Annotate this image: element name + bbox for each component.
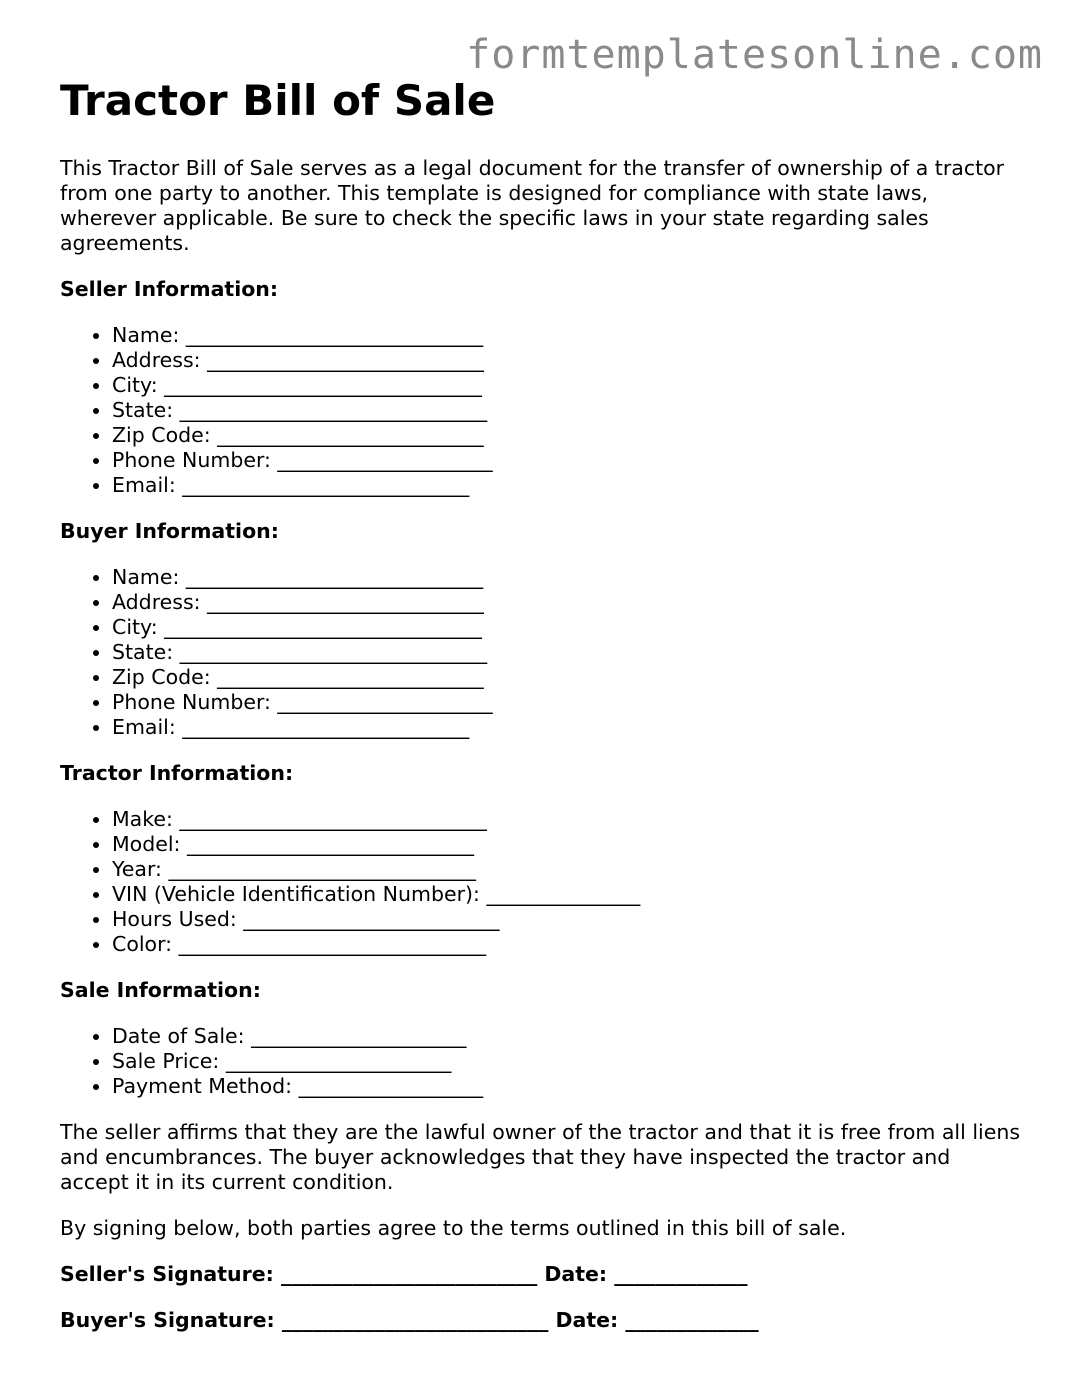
affirmation-paragraph: The seller affirms that they are the lawful owner of the tractor and that it is free from all liens and encumbrances. The buyer acknowledges that they have inspected the tractor and accept it in its current condition. xyxy=(60,1120,1021,1194)
seller-heading: Seller Information: xyxy=(60,277,279,301)
tractor-year-field[interactable]: • Year: ______________________________ xyxy=(112,857,1020,882)
tractor-make-field[interactable]: • Make: ______________________________ xyxy=(112,807,1020,832)
buyer-city-field[interactable]: • City: _______________________________ xyxy=(112,615,1020,640)
seller-field-list xyxy=(60,323,1020,498)
seller-signature-line[interactable]: Seller's Signature: _________________________ Date: _____________ xyxy=(60,1262,748,1286)
buyer-address-field[interactable]: • Address: ___________________________ xyxy=(112,590,1020,615)
buyer-heading: Buyer Information: xyxy=(60,519,279,543)
buyer-state-field[interactable]: • State: ______________________________ xyxy=(112,640,1020,665)
seller-zip-field[interactable]: • Zip Code: __________________________ xyxy=(112,423,1020,448)
seller-address-field[interactable]: • Address: ___________________________ xyxy=(112,348,1020,373)
tractor-vin-field[interactable]: • VIN (Vehicle Identification Number): _______________ xyxy=(112,882,1020,907)
watermark: formtemplatesonline.com xyxy=(466,32,1043,78)
payment-method-field[interactable]: • Payment Method: __________________ xyxy=(112,1074,1020,1099)
sale-price-field[interactable]: • Sale Price: ______________________ xyxy=(112,1049,1020,1074)
buyer-signature-line[interactable]: Buyer's Signature: __________________________ Date: _____________ xyxy=(60,1308,759,1332)
document xyxy=(60,72,1020,1354)
tractor-field-list xyxy=(60,807,1020,957)
buyer-email-field[interactable]: • Email: ____________________________ xyxy=(112,715,1020,740)
buyer-phone-field[interactable]: • Phone Number: _____________________ xyxy=(112,690,1020,715)
buyer-name-field[interactable]: • Name: _____________________________ xyxy=(112,565,1020,590)
seller-phone-field[interactable]: • Phone Number: _____________________ xyxy=(112,448,1020,473)
seller-state-field[interactable]: • State: ______________________________ xyxy=(112,398,1020,423)
seller-city-field[interactable]: • City: _______________________________ xyxy=(112,373,1020,398)
agreement-paragraph: By signing below, both parties agree to the terms outlined in this bill of sale. xyxy=(60,1216,847,1240)
tractor-color-field[interactable]: • Color: ______________________________ xyxy=(112,932,1020,957)
tractor-hours-field[interactable]: • Hours Used: _________________________ xyxy=(112,907,1020,932)
tractor-model-field[interactable]: • Model: ____________________________ xyxy=(112,832,1020,857)
buyer-zip-field[interactable]: • Zip Code: __________________________ xyxy=(112,665,1020,690)
buyer-field-list xyxy=(60,565,1020,740)
sale-heading: Sale Information: xyxy=(60,978,261,1002)
sale-field-list xyxy=(60,1024,1020,1099)
sale-date-field[interactable]: • Date of Sale: _____________________ xyxy=(112,1024,1020,1049)
seller-name-field[interactable]: • Name: _____________________________ xyxy=(112,323,1020,348)
seller-email-field[interactable]: • Email: ____________________________ xyxy=(112,473,1020,498)
intro-paragraph: This Tractor Bill of Sale serves as a legal document for the transfer of ownership of a tractor from one party to another. This template is designed for compliance with state laws, wherever applicable. Be sure to check the specific laws in your state regarding sales agreements. xyxy=(60,156,1005,255)
tractor-heading: Tractor Information: xyxy=(60,761,294,785)
document-title: Tractor Bill of Sale xyxy=(60,76,496,125)
